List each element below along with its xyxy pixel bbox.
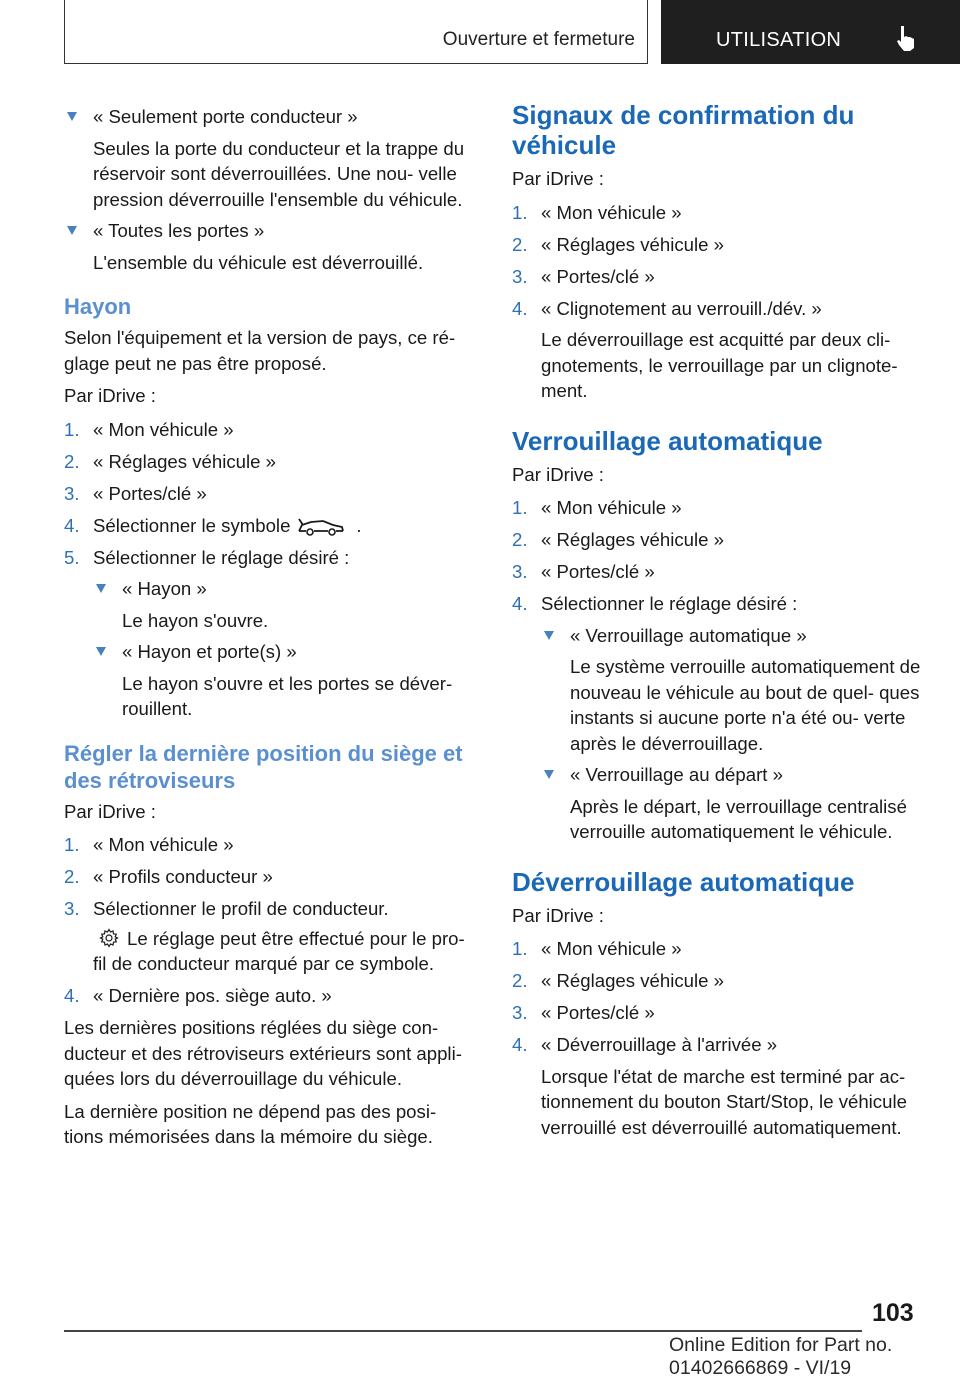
- triangle-bullet-icon: [96, 647, 106, 656]
- steps-list-seat: [64, 832, 478, 1009]
- option-label: « Seulement porte conducteur »: [93, 106, 358, 127]
- paragraph: Selon l'équipement et la version de pays, ce ré- glage peut ne pas être proposé.: [64, 327, 456, 374]
- paragraph: Par iDrive :: [512, 168, 604, 189]
- list-item: 1 . « Mon véhicule »: [512, 495, 924, 521]
- list-item: [64, 218, 478, 275]
- list-item: 1 . « Mon véhicule »: [512, 936, 924, 962]
- steps-list-signals: [512, 200, 924, 404]
- list-item: 2 . « Réglages véhicule »: [512, 527, 924, 553]
- steps-list-hayon: [64, 417, 478, 722]
- list-item: 4 . « Clignotement au verrouill./dév. » Le déverrouillage est acquitté par deux cli- gnotements, le verrouillage par un clignote- ment.: [512, 296, 924, 404]
- unlock-options-list: [64, 104, 478, 275]
- list-item: « Hayon et porte(s) » Le hayon s'ouvre et les portes se déver- rouillent.: [93, 639, 478, 722]
- list-item: 3 . « Portes/clé »: [64, 481, 478, 507]
- car-tailgate-icon: [296, 516, 346, 538]
- list-item: [64, 104, 478, 212]
- list-item: 3 . « Portes/clé »: [512, 1000, 924, 1026]
- triangle-bullet-icon: [544, 770, 554, 779]
- list-item: 2 . « Réglages véhicule »: [512, 968, 924, 994]
- list-item: 2 . « Profils conducteur »: [64, 864, 478, 890]
- paragraph: Par iDrive :: [512, 463, 604, 485]
- header-chapter-title: UTILISATION: [716, 29, 842, 51]
- paragraph: Par iDrive :: [64, 385, 156, 406]
- page-number: 103: [872, 1299, 914, 1327]
- header-chapter-box: [661, 0, 960, 64]
- list-item: 3 . Sélectionner le profil de conducteur. Le réglage peut être effectué pour le pro- fil de conducteur marqué par ce symbole.: [64, 896, 478, 977]
- list-item: 1 . « Mon véhicule »: [512, 200, 924, 226]
- list-item: « Verrouillage automatique » Le système verrouille automatiquement de nouveau le véhicule au bout de quel- ques instants si aucune porte n'a été ou- verte après le déverrouillage.: [541, 623, 924, 757]
- steps-list-autounlock: [512, 936, 924, 1140]
- header-section-title: Ouverture et fermeture: [442, 29, 635, 50]
- right-column: [512, 100, 924, 1147]
- paragraph: Les dernières positions réglées du siège con- ducteur et des rétroviseurs extérieurs sont appli- quées lors du déverrouillage du véhicule.: [64, 1017, 462, 1089]
- section-title-signals: Signaux de confirmation du véhicule: [512, 100, 855, 160]
- list-item: 4 . « Dernière pos. siège auto. »: [64, 983, 478, 1009]
- section-title-seat: Régler la dernière position du siège et des rétroviseurs: [64, 740, 463, 793]
- steps-list-autolock: [512, 495, 924, 845]
- gear-icon: [99, 928, 119, 948]
- list-item: « Hayon » Le hayon s'ouvre.: [93, 576, 478, 633]
- footer-divider: [64, 1330, 862, 1332]
- list-item: 2 . « Réglages véhicule »: [512, 232, 924, 258]
- hand-pointer-icon: [895, 24, 917, 52]
- paragraph: La dernière position ne dépend pas des posi- tions mémorisées dans la mémoire du siège.: [64, 1100, 437, 1147]
- list-item: 4 . Sélectionner le réglage désiré : « Verrouillage automatique » Le système verrouille automatiquement de nouveau le véhicule au bout de quel- ques instants si aucune porte n'a été ou- verte après le déverrouillage. « Verrouillage au départ » Après le départ, le verrouillage centralisé verrouille automatiquement le véhicule.: [512, 591, 924, 845]
- edition-note: Online Edition for Part no. 01402666869 - VI/19: [669, 1334, 893, 1379]
- header-section-box: [64, 0, 648, 64]
- list-item: 5 . Sélectionner le réglage désiré : « Hayon » Le hayon s'ouvre. « Hayon et porte(s) » Le hayon s'ouvre et les portes se déver- rouillent.: [64, 545, 478, 722]
- list-item: 4 . « Déverrouillage à l'arrivée » Lorsque l'état de marche est terminé par ac- tionnement du bouton Start/Stop, le véhicule verrouillé est déverrouillé automatiquement.: [512, 1032, 924, 1140]
- paragraph: Par iDrive :: [512, 904, 604, 926]
- triangle-bullet-icon: [544, 631, 554, 640]
- list-item: 3 . « Portes/clé »: [512, 264, 924, 290]
- list-item: 4 . Sélectionner le symbole .: [64, 513, 478, 539]
- triangle-bullet-icon: [67, 112, 77, 121]
- triangle-bullet-icon: [67, 226, 77, 235]
- section-title-autounlock: Déverrouillage automatique: [512, 866, 855, 897]
- autolock-options-list: [541, 623, 924, 845]
- hayon-options-list: [93, 576, 478, 722]
- section-title-hayon: Hayon: [64, 294, 132, 319]
- option-text: Seules la porte du conducteur et la trappe du réservoir sont déverrouillées. Une nou- velle pression déverrouille l'ensemble du véhicule.: [93, 137, 465, 210]
- list-item: 3 . « Portes/clé »: [512, 559, 924, 585]
- page-header: [0, 0, 960, 66]
- option-label: « Toutes les portes »: [93, 220, 265, 241]
- paragraph: Par iDrive :: [64, 800, 156, 822]
- triangle-bullet-icon: [96, 584, 106, 593]
- list-item: 1 . « Mon véhicule »: [64, 832, 478, 858]
- section-title-autolock: Verrouillage automatique: [512, 425, 823, 456]
- settings-note: Le réglage peut être effectué pour le pro- fil de conducteur marqué par ce symbole.: [93, 927, 465, 974]
- list-item: 2 . « Réglages véhicule »: [64, 449, 478, 475]
- list-item: 1 . « Mon véhicule »: [64, 417, 478, 443]
- left-column: [64, 100, 478, 1157]
- option-text: L'ensemble du véhicule est déverrouillé.: [93, 251, 424, 273]
- list-item: « Verrouillage au départ » Après le départ, le verrouillage centralisé verrouille automatiquement le véhicule.: [541, 762, 924, 845]
